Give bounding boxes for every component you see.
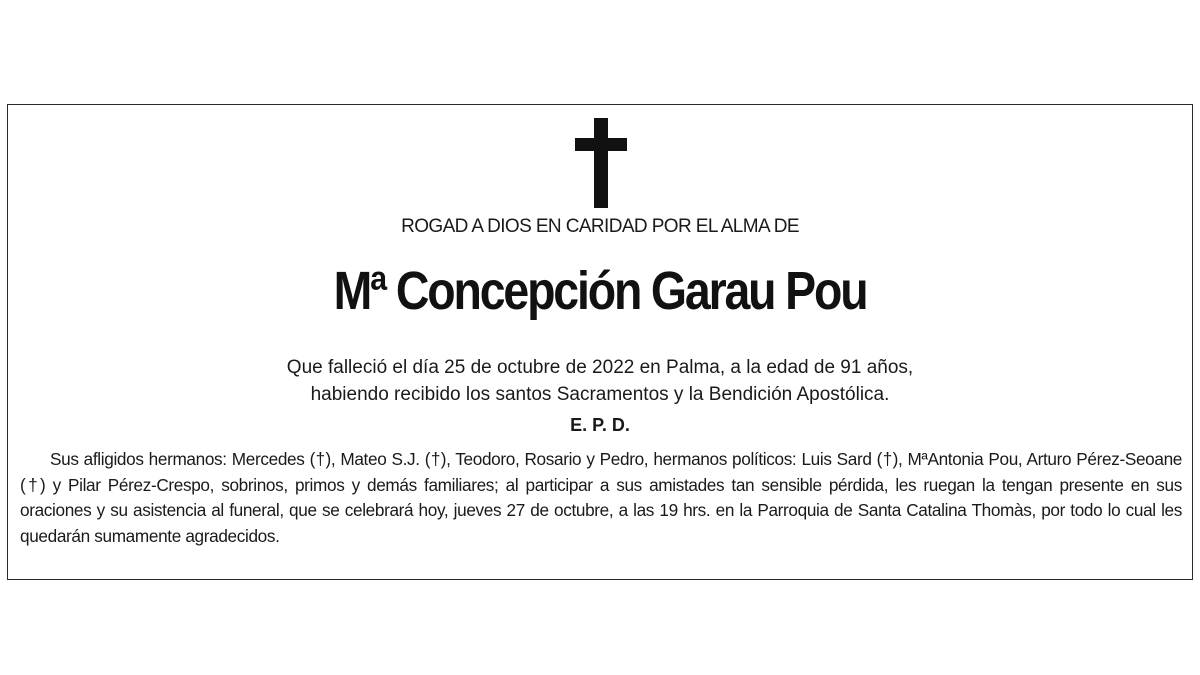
- death-details: [0, 354, 1200, 408]
- death-details-line-1: Que falleció el día 25 de octubre de 2022 en Palma, a la edad de 91 años,: [286, 357, 914, 378]
- death-details-line-2: habiendo recibido los santos Sacramentos y la Bendición Apostólica.: [310, 384, 890, 405]
- epd-label: E. P. D.: [570, 415, 630, 435]
- cross-vertical-bar: [594, 118, 608, 208]
- cross-horizontal-bar: [575, 138, 627, 151]
- intro-heading: ROGAD A DIOS EN CARIDAD POR EL ALMA DE: [401, 216, 799, 237]
- family-announcement: Sus afligidos hermanos: Mercedes (†), Mateo S.J. (†), Teodoro, Rosario y Pedro, hermanos políticos: Luis Sard (†), MªAntonia Pou, Arturo Pérez-Seoane (†) y Pilar Pérez-Crespo, sobrinos, primos y demás familiares; al participar a sus amistades tan sensible pérdida, les ruegan la tengan presente en sus oraciones y su asistencia al funeral, que se celebrará hoy, jueves 27 de octubre, a las 19 hrs. en la Parroquia de Santa Catalina Thomàs, por todo lo cual les quedarán sumamente agradecidos.: [20, 449, 1182, 546]
- deceased-name: Mª Concepción Garau Pou: [333, 261, 867, 321]
- cross-icon: [575, 118, 627, 208]
